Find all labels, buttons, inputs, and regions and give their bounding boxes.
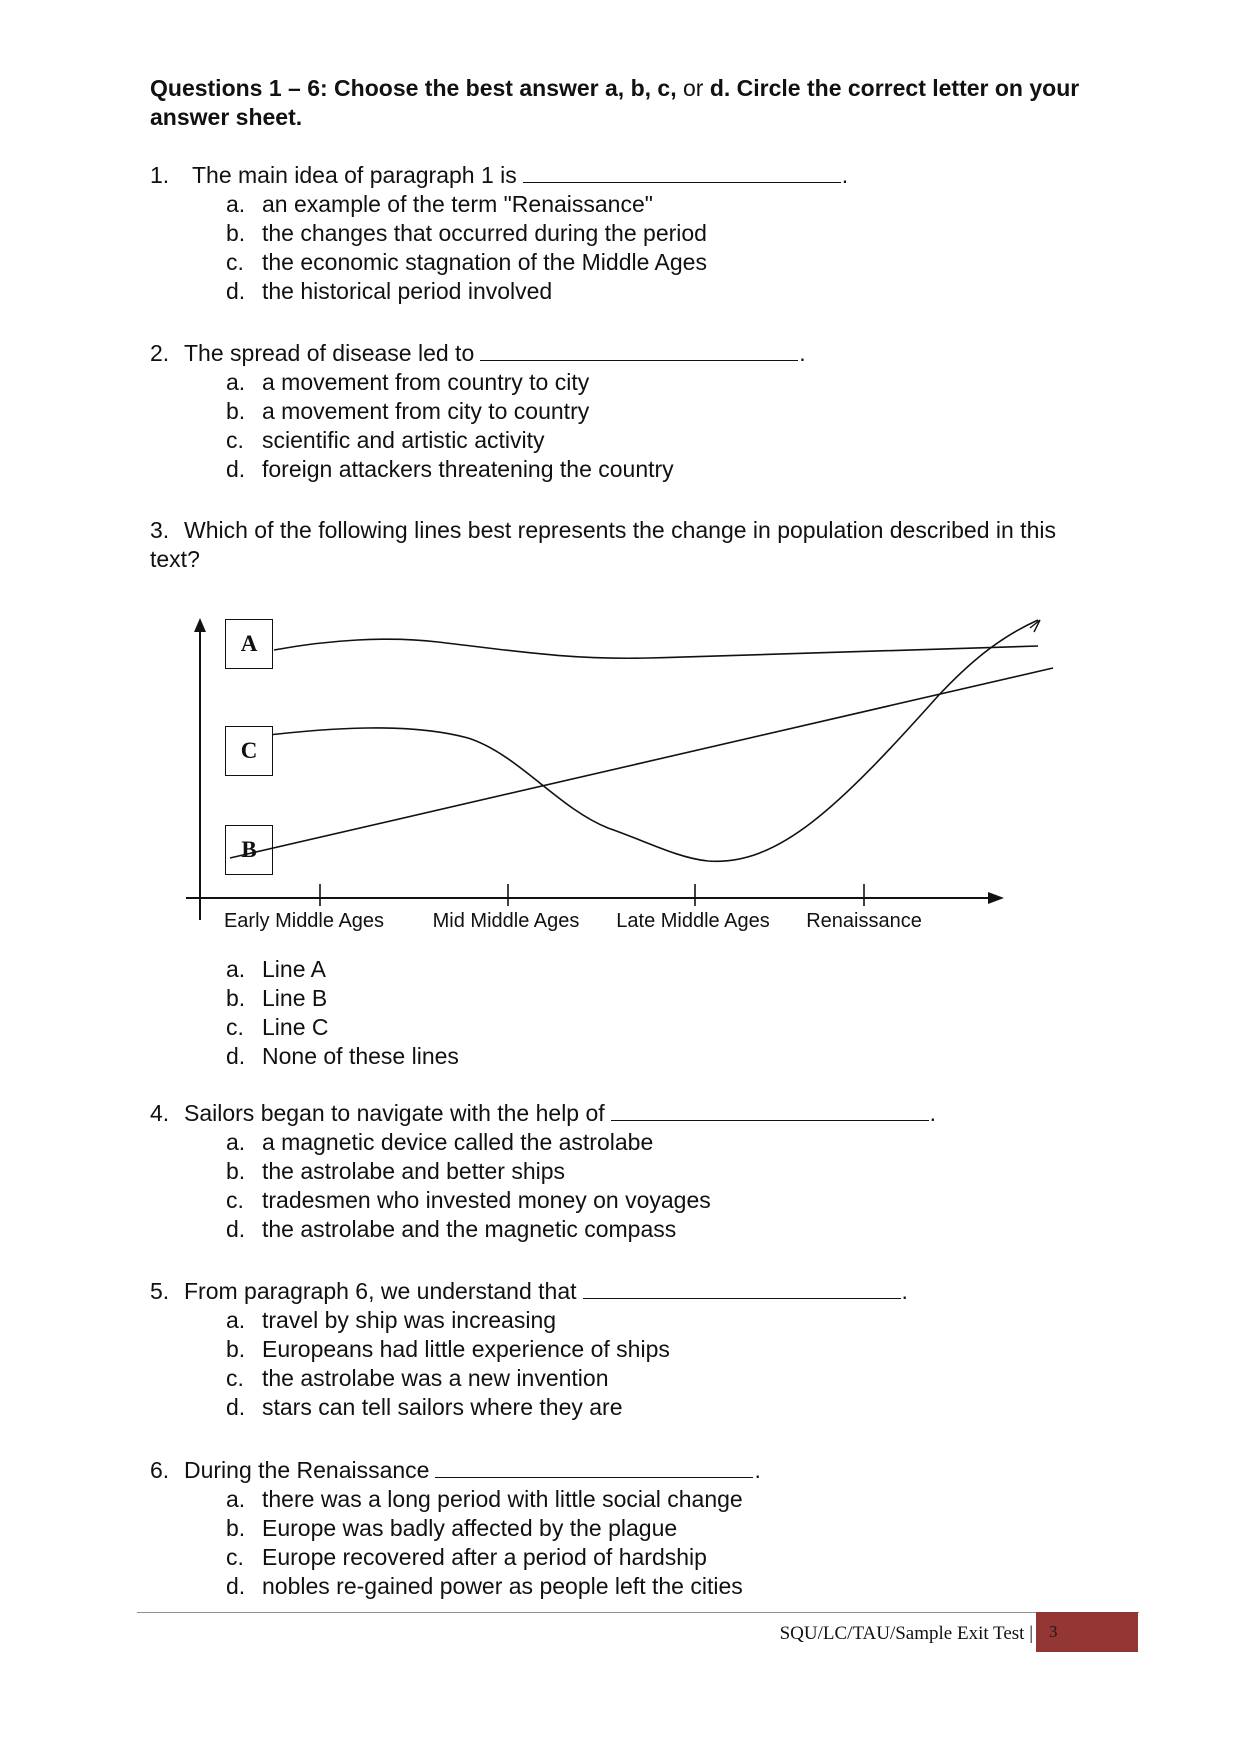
- x-label-renaissance: Renaissance: [806, 910, 922, 932]
- option-letter: d.: [226, 1043, 246, 1069]
- line-a: [274, 639, 1038, 658]
- option-letter: c.: [226, 1187, 244, 1213]
- question-stem: [150, 1098, 1110, 1128]
- option-d: [150, 1393, 1110, 1422]
- answer-blank: [435, 1455, 753, 1478]
- option-text: Europeans had little experience of ships: [262, 1336, 670, 1362]
- option-c: [150, 248, 1110, 277]
- option-d: [150, 1572, 1110, 1601]
- option-text: the historical period involved: [262, 278, 553, 304]
- option-text: the economic stagnation of the Middle Ages: [262, 249, 707, 275]
- option-b: [150, 1157, 1110, 1186]
- option-letter: b.: [226, 985, 246, 1011]
- option-text: Europe recovered after a period of hardship: [262, 1544, 707, 1570]
- option-text: Line C: [262, 1014, 329, 1040]
- x-label-late-middle-ages: Late Middle Ages: [616, 910, 770, 932]
- option-a: [150, 955, 1110, 984]
- option-letter: c.: [226, 1544, 244, 1570]
- question-1: [150, 160, 1110, 306]
- option-b: [150, 984, 1110, 1013]
- option-text: Line A: [262, 956, 326, 982]
- page-number: 3: [1036, 1612, 1138, 1652]
- answer-blank: [523, 160, 841, 183]
- option-letter: a.: [226, 1129, 246, 1155]
- option-c: [150, 1013, 1110, 1042]
- option-letter: a.: [226, 956, 246, 982]
- question-text: During the Renaissance: [184, 1457, 430, 1483]
- question-stem: [150, 1276, 1110, 1306]
- question-text: The spread of disease led to: [184, 340, 475, 366]
- option-text: a magnetic device called the astrolabe: [262, 1129, 654, 1155]
- option-a: [150, 190, 1110, 219]
- option-c: [150, 1186, 1110, 1215]
- line-label-b: B: [225, 825, 273, 875]
- line-b: [230, 668, 1053, 858]
- question-end: .: [901, 1278, 908, 1304]
- question-end: .: [799, 340, 806, 366]
- option-letter: a.: [226, 1307, 246, 1333]
- footer-divider: [137, 1612, 1139, 1613]
- question-6: [150, 1455, 1110, 1601]
- option-letter: b.: [226, 398, 246, 424]
- question-stem: [150, 1455, 1110, 1485]
- option-letter: b.: [226, 1158, 246, 1184]
- option-c: [150, 1543, 1110, 1572]
- footer-text: SQU/LC/TAU/Sample Exit Test |: [779, 1623, 1033, 1644]
- option-text: Line B: [262, 985, 328, 1011]
- option-text: nobles re-gained power as people left the cities: [262, 1573, 743, 1599]
- option-b: [150, 397, 1110, 426]
- line-label-c: C: [225, 726, 273, 776]
- question-number: 4.: [150, 1100, 170, 1126]
- question-end: .: [754, 1457, 761, 1483]
- question-number: 6.: [150, 1457, 170, 1483]
- option-text: travel by ship was increasing: [262, 1307, 557, 1333]
- option-letter: b.: [226, 220, 246, 246]
- option-d: [150, 455, 1110, 484]
- option-letter: d.: [226, 1216, 246, 1242]
- option-b: [150, 1335, 1110, 1364]
- instructions-or: or: [676, 75, 710, 101]
- option-a: [150, 1128, 1110, 1157]
- option-letter: c.: [226, 1365, 244, 1391]
- option-letter: d.: [226, 278, 246, 304]
- option-letter: b.: [226, 1515, 246, 1541]
- option-letter: a.: [226, 191, 246, 217]
- option-letter: a.: [226, 369, 246, 395]
- question-stem: [150, 338, 1110, 368]
- option-list: [150, 955, 1110, 1071]
- option-text: None of these lines: [262, 1043, 459, 1069]
- question-number: 1.: [150, 162, 170, 188]
- question-2: [150, 338, 1110, 484]
- question-text: Sailors began to navigate with the help of: [184, 1100, 605, 1126]
- option-list: [150, 1485, 1110, 1601]
- population-graph: [178, 608, 1058, 938]
- option-letter: d.: [226, 1573, 246, 1599]
- option-text: a movement from city to country: [262, 398, 590, 424]
- question-text: From paragraph 6, we understand that: [184, 1278, 577, 1304]
- question-text: The main idea of paragraph 1 is: [192, 162, 517, 188]
- instructions-part2: d. Circle the correct letter on your answer sheet.: [150, 75, 1080, 130]
- option-letter: d.: [226, 1394, 246, 1420]
- option-text: the astrolabe was a new invention: [262, 1365, 609, 1391]
- option-letter: a.: [226, 1486, 246, 1512]
- option-text: foreign attackers threatening the country: [262, 456, 674, 482]
- option-b: [150, 1514, 1110, 1543]
- option-list: [150, 1128, 1110, 1244]
- line-c: [260, 620, 1038, 861]
- answer-blank: [611, 1098, 929, 1121]
- option-text: an example of the term "Renaissance": [262, 191, 653, 217]
- option-d: [150, 1215, 1110, 1244]
- option-text: Europe was badly affected by the plague: [262, 1515, 678, 1541]
- option-a: [150, 368, 1110, 397]
- instructions: [150, 74, 1110, 132]
- graph-svg: [178, 608, 1058, 938]
- question-number: 2.: [150, 340, 170, 366]
- option-text: a movement from country to city: [262, 369, 590, 395]
- answer-blank: [480, 338, 798, 361]
- answer-blank: [583, 1276, 901, 1299]
- line-label-a: A: [225, 619, 273, 669]
- option-letter: c.: [226, 249, 244, 275]
- option-text: the changes that occurred during the period: [262, 220, 707, 246]
- instructions-part1: Questions 1 – 6: Choose the best answer a, b, c,: [150, 75, 677, 101]
- option-c: [150, 426, 1110, 455]
- option-text: there was a long period with little social change: [262, 1486, 743, 1512]
- option-letter: d.: [226, 456, 246, 482]
- option-b: [150, 219, 1110, 248]
- question-end: .: [929, 1100, 937, 1126]
- question-5: [150, 1276, 1110, 1422]
- option-text: scientific and artistic activity: [262, 427, 545, 453]
- x-label-mid-middle-ages: Mid Middle Ages: [432, 910, 580, 932]
- option-text: the astrolabe and better ships: [262, 1158, 566, 1184]
- option-d: [150, 277, 1110, 306]
- option-text: stars can tell sailors where they are: [262, 1394, 623, 1420]
- option-letter: c.: [226, 1014, 244, 1040]
- option-list: [150, 190, 1110, 306]
- option-list: [150, 1306, 1110, 1422]
- question-stem: [150, 516, 1110, 574]
- option-list: [150, 368, 1110, 484]
- option-d: [150, 1042, 1110, 1071]
- option-letter: b.: [226, 1336, 246, 1362]
- question-4: [150, 1098, 1110, 1244]
- x-axis-arrow: [988, 892, 1004, 904]
- option-text: the astrolabe and the magnetic compass: [262, 1216, 677, 1242]
- question-number: 3.: [150, 517, 170, 543]
- option-text: tradesmen who invested money on voyages: [262, 1187, 711, 1213]
- question-3-options: [150, 955, 1110, 1071]
- option-a: [150, 1485, 1110, 1514]
- option-letter: c.: [226, 427, 244, 453]
- question-end: .: [841, 162, 849, 188]
- option-c: [150, 1364, 1110, 1393]
- question-stem: [150, 160, 1110, 190]
- x-label-early-middle-ages: Early Middle Ages: [223, 910, 385, 932]
- option-a: [150, 1306, 1110, 1335]
- question-3: [150, 516, 1110, 574]
- question-number: 5.: [150, 1278, 170, 1304]
- question-text: Which of the following lines best represents the change in population described in this text?: [150, 517, 1056, 572]
- y-axis-arrow: [194, 618, 206, 632]
